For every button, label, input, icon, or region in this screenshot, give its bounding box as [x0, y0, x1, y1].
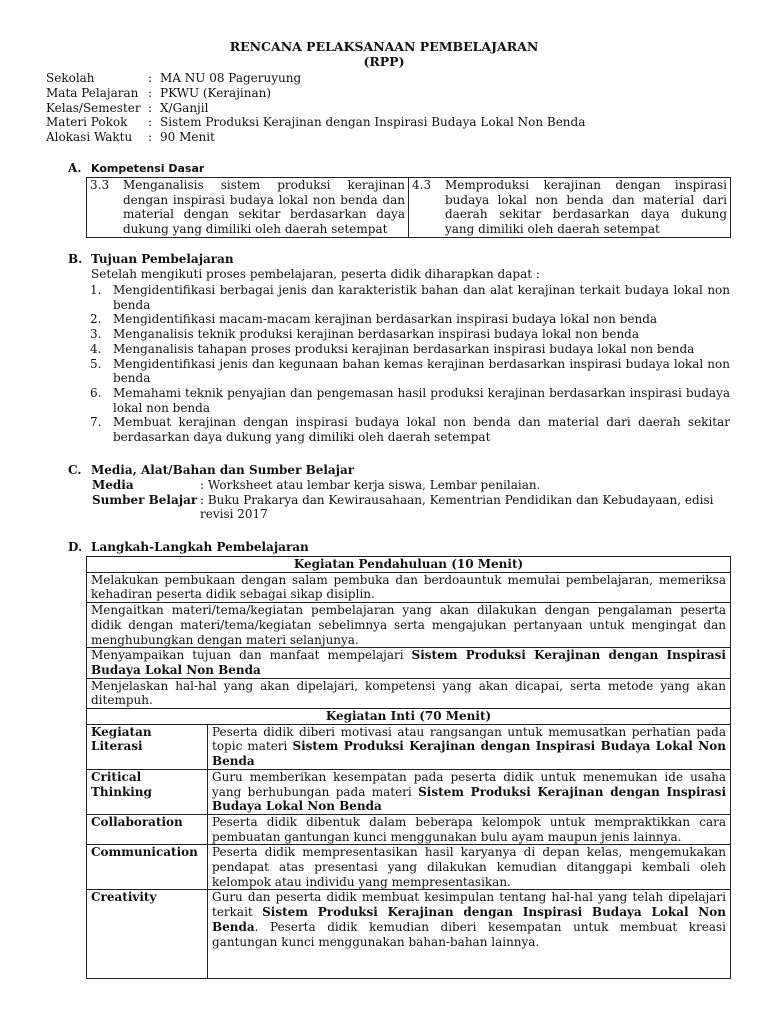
- item-number: 7.: [90, 415, 102, 430]
- item-text: Mengidentifikasi jenis dan kegunaan bahan kemas kerajinan berdasarkan inspirasi budaya lokal non benda: [113, 356, 730, 386]
- activity-label: Communication: [87, 845, 208, 890]
- item-text: Mengidentifikasi berbagai jenis dan karakteristik bahan dan alat kerajinan terkait budaya lokal non benda: [113, 283, 730, 312]
- list-item: [90, 327, 730, 342]
- table-row: [87, 845, 731, 890]
- kompetensi-row: [87, 178, 731, 238]
- kompetensi-number: 3.3: [90, 178, 110, 192]
- activity-description: Peserta didik mempresentasikan hasil karyanya di depan kelas, mengemukakan pendapat atas presentasi yang dilakukan kemudian ditanggapi kembali oleh kelompok atau individu yang mempresentasikan.: [208, 845, 731, 890]
- info-separator: :: [148, 100, 153, 115]
- cell-text: Guru dan peserta didik membuat kesimpulan tentang hal-hal yang telah dipelajari terkait: [212, 890, 726, 920]
- item-number: 2.: [90, 312, 102, 327]
- item-text: Menganalisis teknik produksi kerajinan berdasarkan inspirasi budaya lokal non benda: [113, 327, 640, 342]
- table-row: [87, 678, 731, 708]
- cell-text: Menyampaikan tujuan dan manfaat mempelajari: [91, 648, 404, 663]
- info-value: 90 Menit: [160, 130, 215, 145]
- sumber-value: : Buku Prakarya dan Kewirausahaan, Kementrian Pendidikan dan Kebudayaan, edisi revisi 2017: [200, 492, 714, 522]
- activity-description: [208, 769, 731, 814]
- table-cell: Melakukan pembukaan dengan salam pembuka dan berdoauntuk memulai pembelajaran, memeriksa kehadiran peserta didik sebagai sikap disiplin.: [87, 572, 731, 602]
- info-value: Sistem Produksi Kerajinan dengan Inspirasi Budaya Lokal Non Benda: [160, 115, 586, 130]
- tujuan-intro: Setelah mengikuti proses pembelajaran, peserta didik diharapkan dapat :: [91, 267, 540, 281]
- item-number: 4.: [90, 341, 102, 356]
- list-item: [90, 283, 730, 312]
- cell-text: Peserta didik diberi motivasi atau rangsangan untuk memusatkan perhatian pada topic materi: [212, 724, 726, 754]
- table-cell: Menjelaskan hal-hal yang akan dipelajari, kompetensi yang akan dicapai, serta metode yang akan ditempuh.: [87, 678, 731, 708]
- media-label: Media: [92, 478, 134, 492]
- table-cell: [87, 648, 731, 678]
- kompetensi-number: 4.3: [412, 178, 432, 192]
- cell-bold-text: Sistem Produksi Kerajinan dengan Inspirasi Budaya Lokal Non Benda: [212, 905, 726, 934]
- document-title: RENCANA PELAKSANAAN PEMBELAJARAN: [229, 39, 539, 54]
- table-row: [87, 814, 731, 844]
- kegiatan-table: [86, 556, 731, 979]
- section-title: Tujuan Pembelajaran: [91, 252, 234, 266]
- list-item: [90, 342, 730, 357]
- kompetensi-text: Menganalisis sistem produksi kerajinan dengan inspirasi budaya lokal non benda dan material dengan sekitar berdasarkan daya dukung yang dimiliki oleh daerah setempat: [123, 178, 405, 237]
- kompetensi-item: [412, 178, 727, 237]
- info-row: [46, 101, 585, 116]
- activity-description: Peserta didik dibentuk dalam beberapa kelompok untuk mempraktikkan cara pembuatan gantungan kunci menggunakan bulu ayam maupun jenis lainnya.: [208, 814, 731, 844]
- activity-label: Critical Thinking: [87, 769, 208, 814]
- info-separator: :: [148, 115, 153, 130]
- info-label: Kelas/Semester: [46, 100, 141, 115]
- activity-description: [208, 890, 731, 979]
- info-value: PKWU (Kerajinan): [160, 85, 272, 100]
- table-row: [87, 890, 731, 979]
- list-item: [90, 415, 730, 444]
- table-row: [87, 648, 731, 678]
- info-label: Mata Pelajaran: [46, 85, 139, 100]
- item-number: 5.: [90, 356, 102, 371]
- activity-label: Kegiatan Literasi: [87, 724, 208, 769]
- table-row: [87, 572, 731, 602]
- kompetensi-table: [86, 177, 731, 238]
- tujuan-list: [90, 283, 730, 445]
- list-item: [90, 357, 730, 386]
- info-separator: :: [148, 130, 153, 145]
- list-item: [90, 386, 730, 415]
- section-letter: A.: [68, 161, 82, 175]
- section-letter: D.: [68, 540, 83, 554]
- info-value: X/Ganjil: [160, 100, 209, 115]
- media-value: : Worksheet atau lembar kerja siswa, Lembar penilaian.: [200, 478, 541, 492]
- section-c-heading: [68, 463, 354, 478]
- info-row: [46, 71, 585, 86]
- activity-label: Collaboration: [87, 814, 208, 844]
- item-text: Membuat kerajinan dengan inspirasi budaya lokal non benda dan material dari daerah sekitar berdasarkan daya dukung yang dimiliki oleh daerah setempat: [113, 415, 730, 445]
- kompetensi-item: [90, 178, 405, 237]
- media-row: [92, 478, 732, 493]
- table-row: [87, 709, 731, 725]
- info-label: Materi Pokok: [46, 115, 128, 130]
- section-b-heading: [68, 252, 234, 267]
- pendahuluan-header: Kegiatan Pendahuluan (10 Menit): [87, 557, 731, 573]
- item-text: Menganalisis tahapan proses produksi kerajinan berdasarkan inspirasi budaya lokal non benda: [113, 341, 695, 356]
- cell-bold-text: Sistem Produksi Kerajinan dengan Inspirasi Budaya Lokal Non Benda: [212, 784, 726, 814]
- media-block: [92, 478, 732, 522]
- cell-bold-text: Sistem Produksi Kerajinan dengan Inspirasi Budaya Lokal Non Benda: [91, 648, 726, 677]
- section-d-heading: [68, 540, 309, 555]
- sumber-row: [92, 493, 732, 522]
- table-row: [87, 603, 731, 648]
- item-number: 3.: [90, 327, 102, 342]
- info-separator: :: [148, 71, 153, 85]
- sumber-label: Sumber Belajar: [92, 492, 198, 507]
- table-row: [87, 769, 731, 814]
- section-title: Kompetensi Dasar: [91, 162, 205, 175]
- section-letter: C.: [68, 463, 82, 477]
- item-text: Memahami teknik penyajian dan pengemasan hasil produksi kerajinan berdasarkan inspirasi budaya lokal non benda: [113, 385, 730, 415]
- cell-text: . Peserta didik kemudian diberi kesempatan untuk membuat kreasi gantungan kunci menggunakan bahan-bahan lainnya.: [212, 919, 726, 949]
- item-number: 6.: [90, 385, 102, 400]
- info-label: Sekolah: [46, 71, 95, 85]
- info-row: [46, 115, 585, 130]
- info-separator: :: [148, 85, 153, 100]
- activity-label: Creativity: [87, 890, 208, 979]
- item-number: 1.: [90, 283, 102, 297]
- cell-bold-text: Sistem Produksi Kerajinan dengan Inspirasi Budaya Lokal Non Benda: [212, 739, 726, 769]
- item-text: Mengidentifikasi macam-macam kerajinan berdasarkan inspirasi budaya lokal non benda: [113, 312, 658, 327]
- info-label: Alokasi Waktu: [46, 130, 133, 145]
- activity-description: [208, 724, 731, 769]
- section-a-heading: [68, 161, 204, 177]
- table-cell: Mengaitkan materi/tema/kegiatan pembelajaran yang akan dilakukan dengan pengalaman peserta didik dengan materi/tema/kegiatan sebelimnya serta mengajukan pertanyaan untuk mengingat dan menghubungkan dengan materi selanjunya.: [87, 603, 731, 648]
- document-subtitle: (RPP): [363, 54, 405, 69]
- section-letter: B.: [68, 252, 83, 266]
- section-title: Media, Alat/Bahan dan Sumber Belajar: [91, 463, 355, 477]
- info-row: [46, 130, 585, 145]
- section-title: Langkah-Langkah Pembelajaran: [91, 540, 309, 554]
- table-row: [87, 724, 731, 769]
- table-row: [87, 557, 731, 573]
- kompetensi-cell: [87, 178, 409, 238]
- info-value: MA NU 08 Pageruyung: [160, 71, 302, 85]
- info-row: [46, 86, 585, 101]
- list-item: [90, 312, 730, 327]
- kompetensi-text: Memproduksi kerajinan dengan inspirasi budaya lokal non benda dan material dari daerah sekitar berdasarkan daya dukung yang dimiliki oleh daerah setempat: [445, 178, 727, 237]
- kompetensi-cell: [409, 178, 731, 238]
- info-block: [46, 71, 585, 145]
- cell-text: Guru memberikan kesempatan pada peserta didik untuk menemukan ide usaha yang berhubungan pada materi: [212, 769, 726, 799]
- inti-header: Kegiatan Inti (70 Menit): [87, 709, 731, 725]
